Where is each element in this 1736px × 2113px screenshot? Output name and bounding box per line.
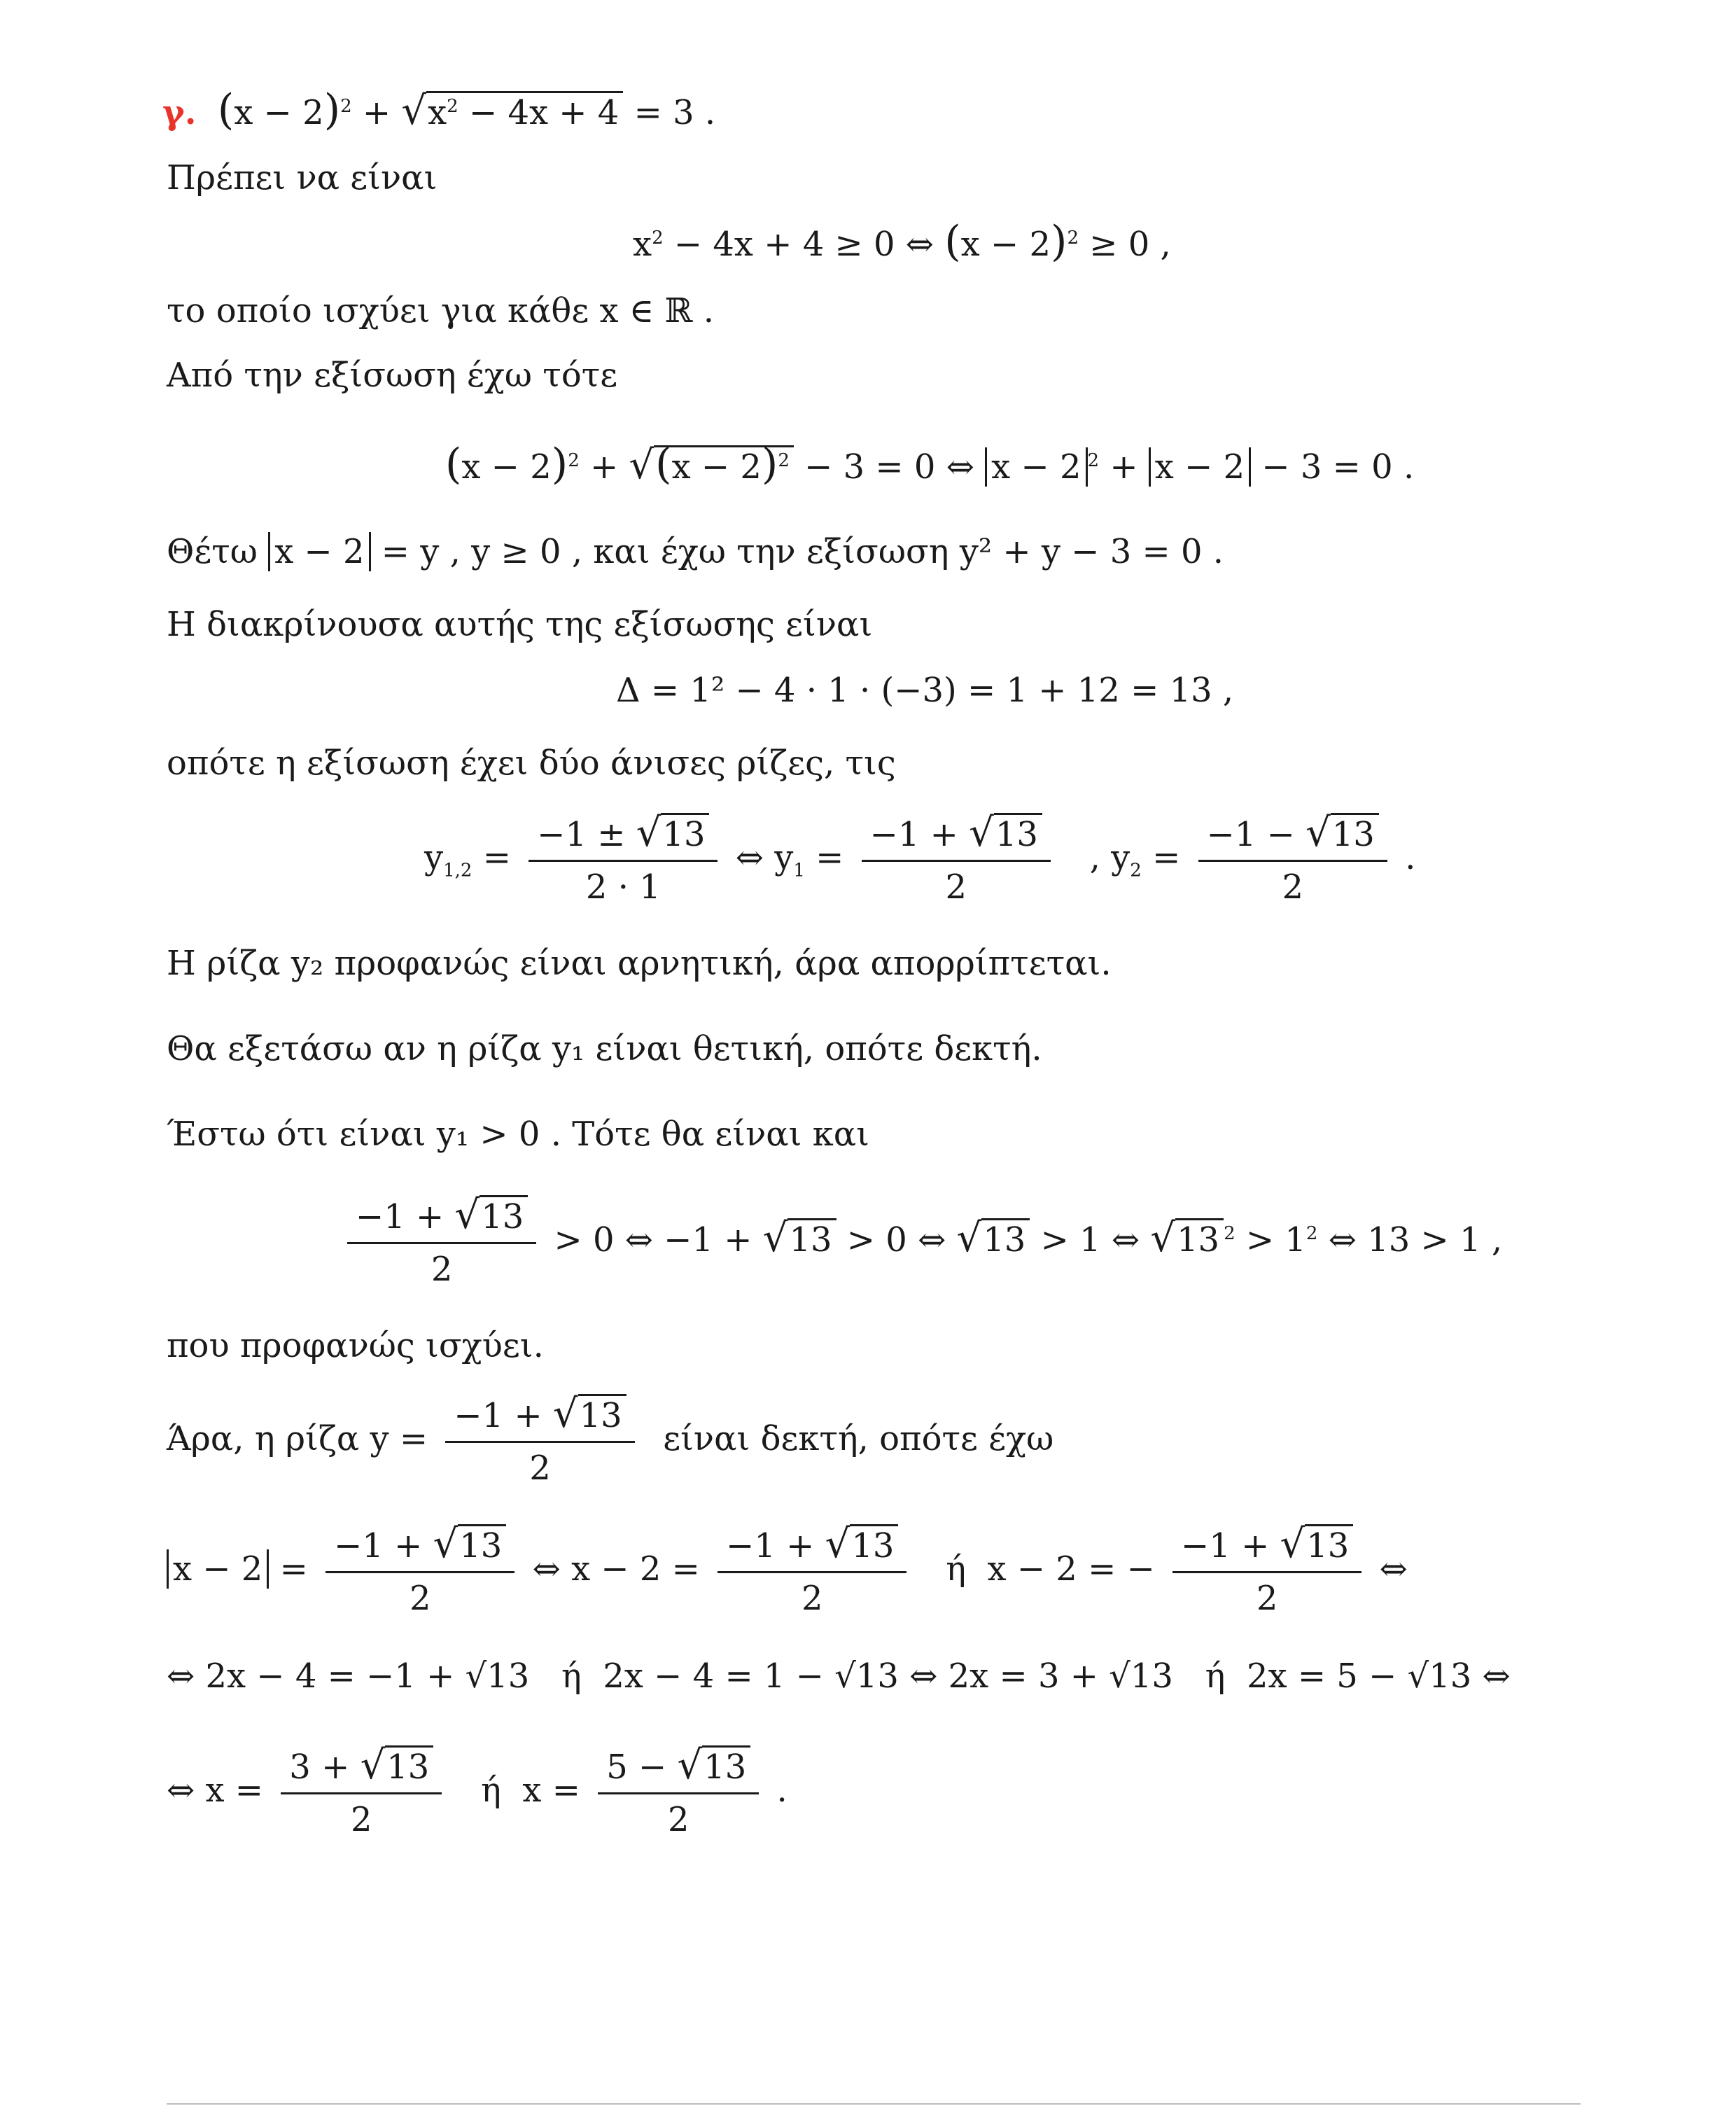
equation-gamma: γ. $(x - 2)^2 + √x^2 - 4x + 4 = 3$ . (162, 85, 716, 134)
text-y2-rejected: Η ρίζα y₂ προφανώς είναι αρνητική, άρα απορρίπτεται. (167, 944, 1112, 983)
text-check-y1: Θα εξετάσω αν η ρίζα y₁ είναι θετική, οπότε δεκτή. (167, 1029, 1042, 1068)
text-from-equation: Από την εξίσωση έχω τότε (167, 356, 618, 395)
text-discriminant: Η διακρίνουσα αυτής της εξίσωσης είναι (167, 605, 873, 644)
part-label: γ. (162, 93, 197, 132)
text-assume-positive: Έστω ότι είναι y₁ > 0 . Τότε θα είναι και (167, 1115, 869, 1154)
text-substitution: Θέτω x − 2 = y , y ≥ 0 , και έχω την εξίσωση y² + y − 3 = 0 . (167, 532, 1224, 571)
equation-linear-cases: ⇔ 2x − 4 = −1 + √13 ή 2x − 4 = 1 − √13 ⇔ 2x = 3 + √13 ή 2x = 5 − √13 ⇔ (167, 1657, 1511, 1696)
equation-rewrite: $(x - 2)^2 + √(x - 2)^2 - 3 = 0$ ⇔ x − 2 $^2$ + x − 2 − 3 = 0 . (445, 440, 1415, 489)
equation-solutions: ⇔ x = $\frac{3 + √13}{2}$ ή x = $\frac{5 - √13}{2}$ . (167, 1743, 788, 1839)
text-holds-for-all: το οποίο ισχύει για κάθε x ∈ ℝ . (167, 291, 714, 330)
equation-roots: $y_{1,2}$ = $\frac{-1 \pm √13}{2 \cdot 1}$ ⇔ $y_1$ = $\frac{-1 + √13}{2}$ , $y_2$ = $\frac{-1 - √13}{2}$ . (424, 810, 1416, 907)
footer-rule (167, 2103, 1581, 2105)
text-obviously-holds: που προφανώς ισχύει. (167, 1326, 544, 1365)
equation-domain: $x^2 - 4x + 4 \ge 0$ ⇔ $(x - 2)^2 \ge 0$ , (633, 217, 1171, 266)
equation-abs-cases: x − 2 = $\frac{-1 + √13}{2}$ ⇔ x − 2 = $\frac{-1 + √13}{2}$ ή x − 2 = − $\frac{-1 + √13}{2}$ ⇔ (167, 1523, 1408, 1619)
text-accepted-root: Άρα, η ρίζα y = $\frac{-1 + √13}{2}$ είναι δεκτή, οπότε έχω (167, 1391, 1054, 1488)
equation-discriminant: Δ = 1² − 4 · 1 · (−3) = 1 + 12 = 13 , (616, 671, 1234, 710)
text-two-roots: οπότε η εξίσωση έχει δύο άνισες ρίζες, τις (167, 744, 896, 783)
text-must-be: Πρέπει να είναι (167, 158, 438, 197)
equation-positivity: $\frac{-1 + √13}{2}$ > 0 ⇔ −1 + √13 > 0 ⇔ √13 > 1 ⇔ √13 $^2 > 1^2$ ⇔ 13 > 1 , (340, 1194, 1502, 1290)
